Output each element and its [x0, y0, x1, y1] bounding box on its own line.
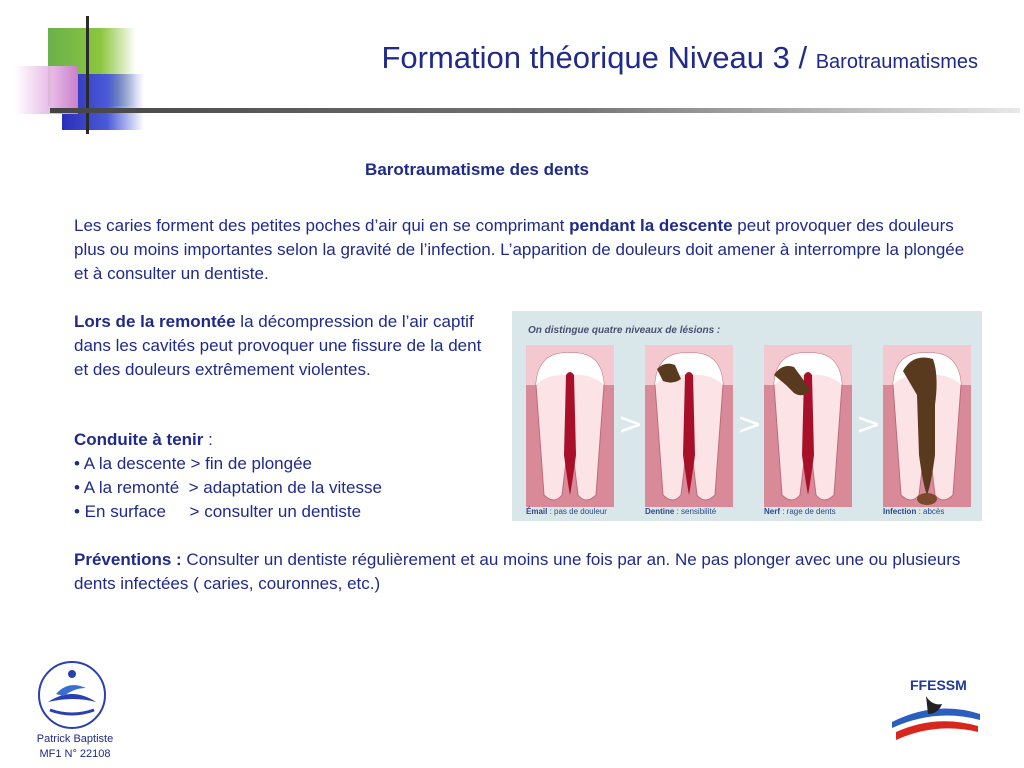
separator-chevron: > [737, 407, 763, 442]
conduite-heading: Conduite à tenir [74, 430, 204, 449]
dive-school-logo [34, 660, 110, 730]
caption-dentine [645, 507, 716, 516]
author-block [20, 732, 130, 762]
section-title: Barotraumatisme des dents [365, 160, 589, 179]
p1-bold: pendant la descente [569, 216, 733, 235]
title-main: Formation théorique Niveau 3 / [381, 40, 816, 75]
ffessm-logo [886, 670, 986, 746]
preventions-heading: Préventions : [74, 550, 187, 569]
p1-text-before: Les caries forment des petites poches d’air qui en se comprimant [74, 216, 570, 235]
caption-value: : sensibilité [674, 507, 717, 516]
svg-text:FFESSM: FFESSM [910, 677, 967, 693]
decor-vertical-line [86, 16, 89, 134]
caption-value: : abcès [916, 507, 945, 516]
conduite-colon: : [203, 430, 213, 449]
p2-bold: Lors de la remontée [74, 312, 236, 331]
p1-text-after: peut provoquer des douleurs plus ou moins importantes selon la gravité de l’infection. L’apparition de douleurs doit amener à interrompre la plongée et à consulter un dentiste. [74, 216, 965, 283]
caption-key: Infection [883, 507, 917, 516]
separator-chevron: > [856, 407, 882, 442]
caption-key: Nerf [764, 507, 781, 516]
separator-chevron: > [618, 407, 644, 442]
author-id: MF1 N° 22108 [39, 748, 111, 760]
page-title [381, 40, 978, 76]
tooth-nerve-illustration [764, 345, 852, 507]
caption-value: : rage de dents [780, 507, 836, 516]
title-sub: Barotraumatismes [815, 51, 978, 73]
caption-value: : pas de douleur [547, 507, 607, 516]
conduite-item: • A la descente > fin de plongée [74, 454, 312, 473]
tooth-dentine-illustration [645, 345, 733, 507]
paragraph-preventions [74, 548, 974, 596]
caption-key: Dentine [645, 507, 675, 516]
conduite-item: • En surface > consulter un dentiste [74, 502, 362, 521]
paragraph-caries [74, 214, 974, 286]
caption-enamel [526, 507, 607, 516]
figure-title: On distingue quatre niveaux de lésions : [528, 325, 721, 336]
p2-text-after: la décompression de l’air captif dans les cavités peut provoquer une fissure de la dent et des douleurs extrêmement violentes. [74, 312, 482, 379]
caption-infection [883, 507, 944, 516]
decor-pink-square [14, 66, 78, 114]
header-divider [50, 108, 1020, 113]
teeth-lesions-figure [512, 311, 982, 521]
conduite-block [74, 428, 504, 524]
author-name: Patrick Baptiste [36, 733, 114, 745]
conduite-heading-line [74, 428, 504, 452]
conduite-item: • A la remonté > adaptation de la vitesse [74, 478, 382, 497]
caption-key: Émail [526, 507, 548, 516]
preventions-text: Consulter un dentiste régulièrement et au moins une fois par an. Ne pas plonger avec une ou plusieurs dents infectées ( caries, couronnes, etc.) [74, 550, 961, 593]
paragraph-remontee [74, 310, 499, 382]
caption-nerve [764, 507, 836, 516]
tooth-infection-illustration [883, 345, 971, 507]
tooth-enamel-illustration [526, 345, 614, 507]
